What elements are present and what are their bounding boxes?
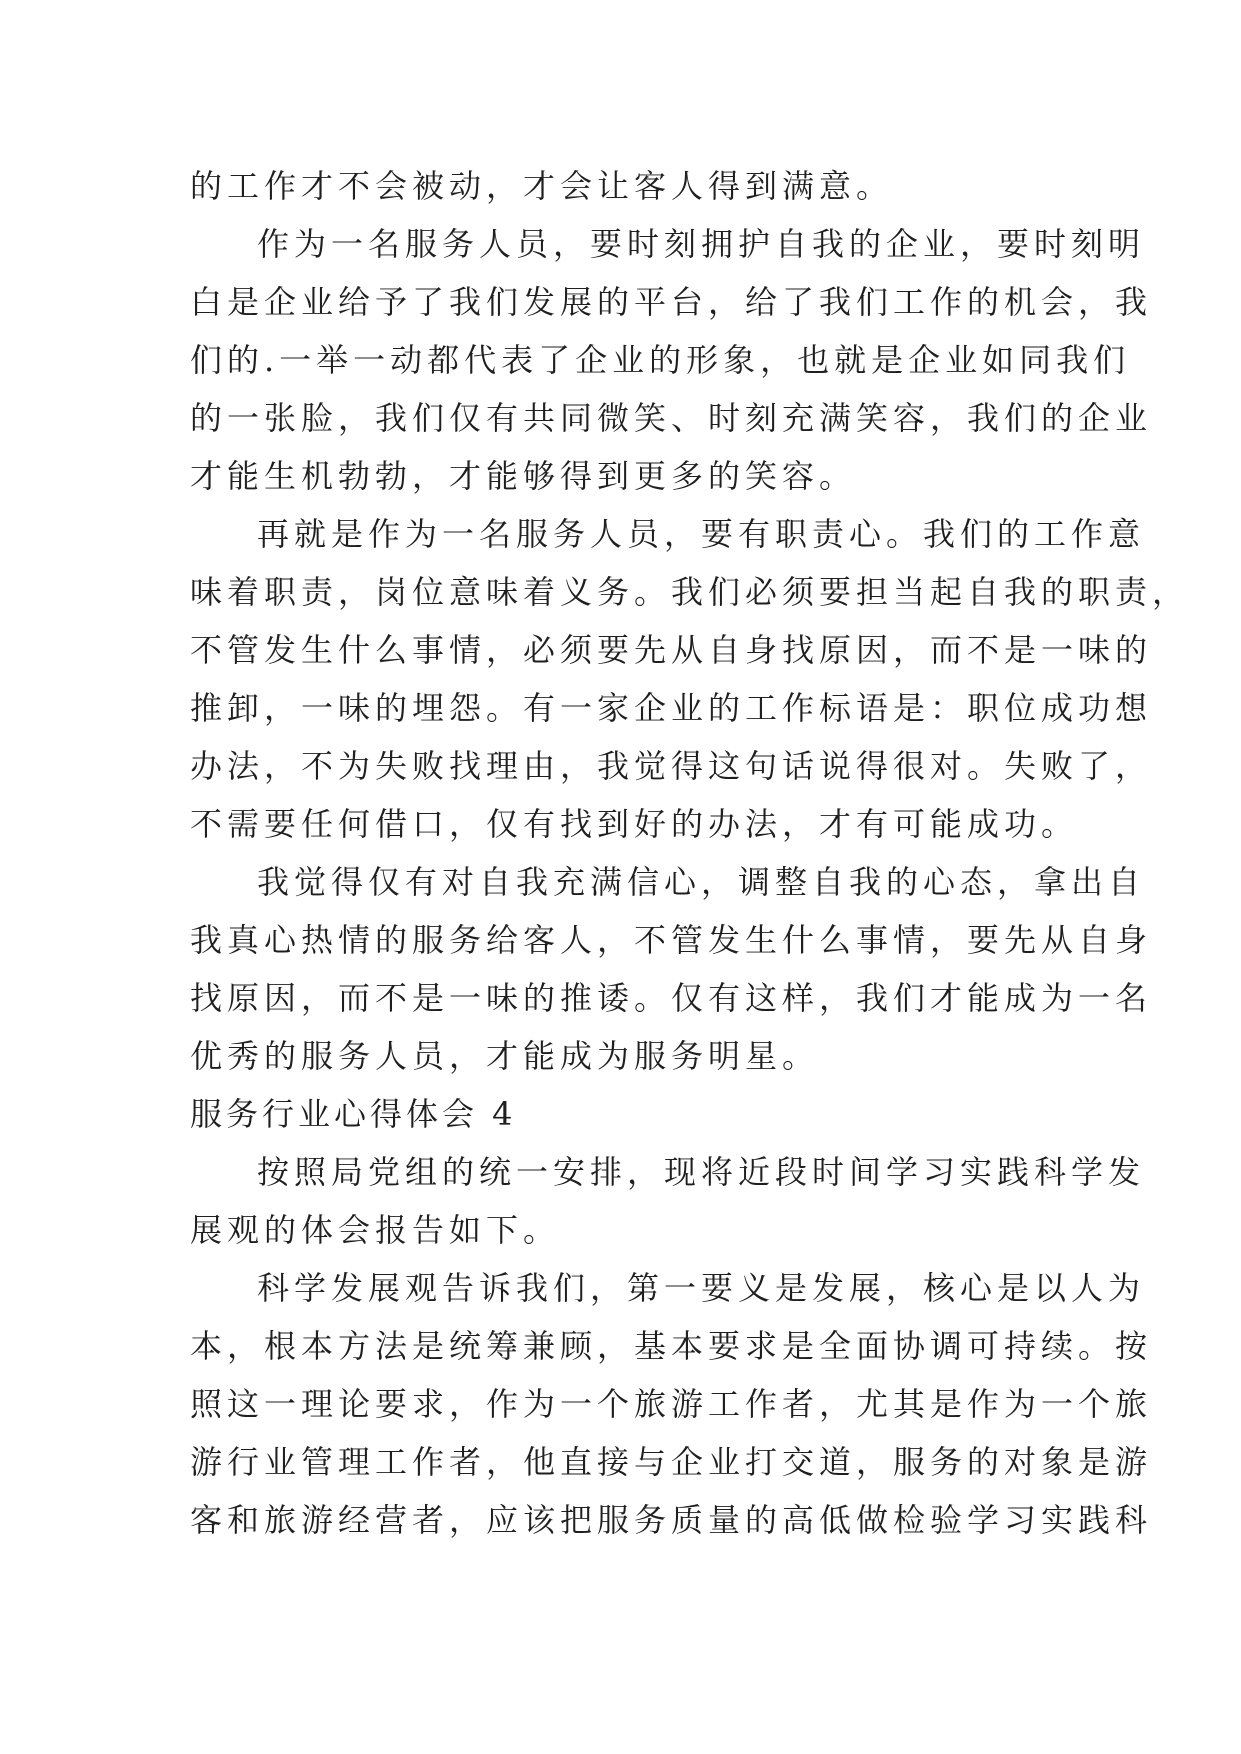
- text-line: 白是企业给予了我们发展的平台，给了我们工作的机会，我: [190, 283, 1153, 321]
- text-line: 不管发生什么事情，必须要先从自身找原因，而不是一味的: [190, 631, 1153, 669]
- text-line: 推卸，一味的埋怨。有一家企业的工作标语是：职位成功想: [190, 689, 1153, 727]
- section-heading: 服务行业心得体会 4: [190, 1095, 517, 1133]
- paragraph-first-line: 我觉得仅有对自我充满信心，调整自我的心态，拿出自: [257, 863, 1146, 901]
- paragraph-first-line: 科学发展观告诉我们，第一要义是发展，核心是以人为: [257, 1269, 1146, 1307]
- text-line: 本，根本方法是统筹兼顾，基本要求是全面协调可持续。按: [190, 1327, 1153, 1365]
- document-body: [190, 157, 1190, 1549]
- paragraph-first-line: 按照局党组的统一安排，现将近段时间学习实践科学发: [257, 1153, 1146, 1191]
- text-line: 办法，不为失败找理由，我觉得这句话说得很对。失败了，: [190, 747, 1153, 785]
- paragraph-first-line: 作为一名服务人员，要时刻拥护自我的企业，要时刻明: [257, 225, 1146, 263]
- text-line: 不需要任何借口，仅有找到好的办法，才有可能成功。: [190, 805, 1079, 843]
- text-line: 味着职责，岗位意味着义务。我们必须要担当起自我的职责，: [190, 573, 1190, 611]
- text-line: 客和旅游经营者，应该把服务质量的高低做检验学习实践科: [190, 1501, 1153, 1539]
- text-line: 找原因，而不是一味的推诿。仅有这样，我们才能成为一名: [190, 979, 1153, 1017]
- text-line: 优秀的服务人员，才能成为服务明星。: [190, 1037, 820, 1075]
- text-line: 们的.一举一动都代表了企业的形象，也就是企业如同我们: [190, 341, 1131, 379]
- text-line: 的工作才不会被动，才会让客人得到满意。: [190, 167, 894, 205]
- text-line: 照这一理论要求，作为一个旅游工作者，尤其是作为一个旅: [190, 1385, 1153, 1423]
- text-line: 的一张脸，我们仅有共同微笑、时刻充满笑容，我们的企业: [190, 399, 1153, 437]
- text-line: 才能生机勃勃，才能够得到更多的笑容。: [190, 457, 857, 495]
- text-line: 展观的体会报告如下。: [190, 1211, 561, 1249]
- text-line: 游行业管理工作者，他直接与企业打交道，服务的对象是游: [190, 1443, 1153, 1481]
- paragraph-first-line: 再就是作为一名服务人员，要有职责心。我们的工作意: [257, 515, 1146, 553]
- text-line: 我真心热情的服务给客人，不管发生什么事情，要先从自身: [190, 921, 1153, 959]
